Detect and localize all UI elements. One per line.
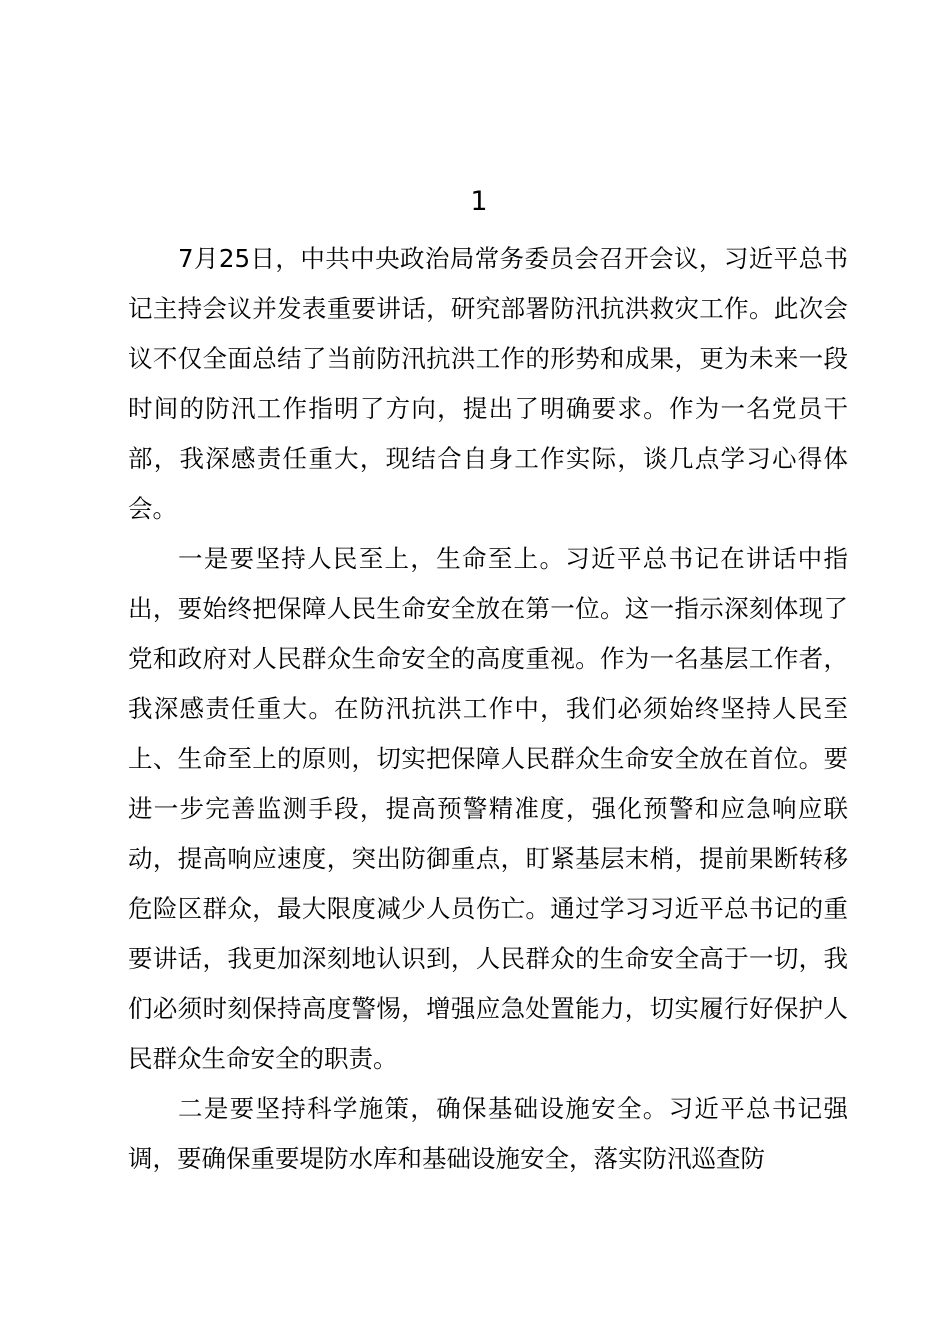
document-body xyxy=(128,234,848,1184)
paragraph-intro: 7月25日，中共中央政治局常务委员会召开会议，习近平总书记主持会议并发表重要讲话，研究部署防汛抗洪救灾工作。此次会议不仅全面总结了当前防汛抗洪工作的形势和成果，更为未来一段时间的防汛工作指明了方向，提出了明确要求。作为一名党员干部，我深感责任重大，现结合自身工作实际，谈几点学习心得体会。 xyxy=(128,244,848,523)
paragraph-point-one: 一是要坚持人民至上，生命至上。习近平总书记在讲话中指出，要始终把保障人民生命安全放在第一位。这一指示深刻体现了党和政府对人民群众生命安全的高度重视。作为一名基层工作者，我深感责任重大。在防汛抗洪工作中，我们必须始终坚持人民至上、生命至上的原则，切实把保障人民群众生命安全放在首位。要进一步完善监测手段，提高预警精准度，强化预警和应急响应联动，提高响应速度，突出防御重点，盯紧基层末梢，提前果断转移危险区群众，最大限度减少人员伤亡。通过学习习近平总书记的重要讲话，我更加深刻地认识到，人民群众的生命安全高于一切，我们必须时刻保持高度警惕，增强应急处置能力，切实履行好保护人民群众生命安全的职责。 xyxy=(128,544,848,1073)
page-number: 1 xyxy=(470,186,488,217)
paragraph-point-two: 二是要坚持科学施策，确保基础设施安全。习近平总书记强调，要确保重要堤防水库和基础设施安全，落实防汛巡查防 xyxy=(128,1094,848,1173)
